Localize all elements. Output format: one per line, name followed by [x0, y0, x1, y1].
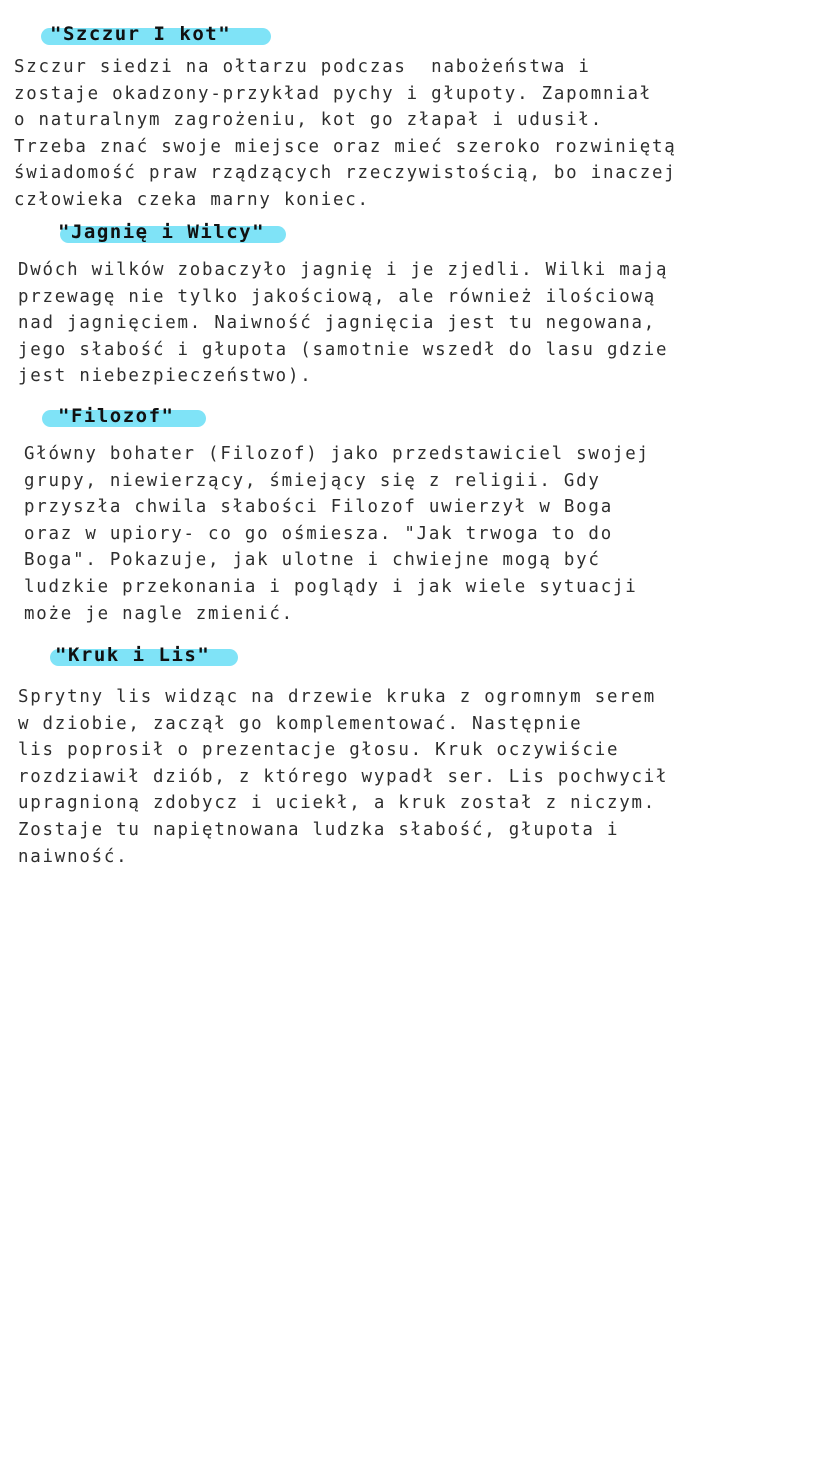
body-line: Boga". Pokazuje, jak ulotne i chwiejne mogą być	[24, 550, 601, 571]
body-line: naiwność.	[18, 846, 129, 867]
body-line: Szczur siedzi na ołtarzu podczas nabożeństwa i	[14, 57, 591, 77]
body-line: oraz w upiory- co go ośmiesza. "Jak trwoga to do	[24, 523, 613, 544]
section-title: "Kruk i Lis"	[55, 644, 211, 666]
section-heading	[42, 404, 208, 428]
section-heading	[56, 220, 288, 244]
body-line: grupy, niewierzący, śmiejący się z religii. Gdy	[24, 470, 601, 491]
body-line: lis poprosił o prezentacje głosu. Kruk oczywiście	[18, 740, 620, 761]
body-line: może je nagle zmienić.	[24, 603, 294, 624]
body-line: świadomość praw rządzących rzeczywistością, bo inaczej	[14, 163, 677, 184]
body-line: jest niebezpieczeństwo).	[18, 366, 313, 387]
body-line: Zostaje tu napiętnowana ludzka słabość, głupota i	[18, 819, 620, 840]
section-body	[14, 54, 677, 214]
section-title: "Filozof"	[58, 405, 175, 427]
body-line: rozdziawił dziób, z którego wypadł ser. Lis pochwycił	[18, 766, 669, 787]
body-line: w dziobie, zaczął go komplementować. Następnie	[18, 713, 583, 734]
body-line: zostaje okadzony-przykład pychy i głupoty. Zapomniał	[14, 83, 653, 104]
body-line: przewagę nie tylko jakościową, ale również ilościową	[18, 286, 657, 307]
body-line: człowieka czeka marny koniec.	[14, 189, 370, 210]
section-heading	[41, 22, 273, 46]
body-line: przyszła chwila słabości Filozof uwierzył w Boga	[24, 497, 613, 518]
body-line: Sprytny lis widząc na drzewie kruka z ogromnym serem	[18, 687, 657, 707]
section-body	[18, 684, 668, 870]
body-line: Dwóch wilków zobaczyło jagnię i je zjedli. Wilki mają	[18, 260, 669, 280]
body-line: ludzkie przekonania i poglądy i jak wiele sytuacji	[24, 576, 638, 597]
section-body	[18, 257, 668, 390]
body-line: jego słabość i głupota (samotnie wszedł do lasu gdzie	[18, 339, 669, 360]
section-title: "Szczur I kot"	[50, 23, 232, 45]
section-title: "Jagnię i Wilcy"	[58, 221, 266, 243]
section-heading	[50, 643, 242, 667]
body-line: nad jagnięciem. Naiwność jagnięcia jest tu negowana,	[18, 313, 657, 334]
body-line: Trzeba znać swoje miejsce oraz mieć szeroko rozwiniętą	[14, 136, 677, 157]
section-body	[24, 441, 650, 627]
body-line: upragnioną zdobycz i uciekł, a kruk został z niczym.	[18, 793, 657, 814]
body-line: Główny bohater (Filozof) jako przedstawiciel swojej	[24, 444, 650, 464]
body-line: o naturalnym zagrożeniu, kot go złapał i udusił.	[14, 110, 603, 131]
